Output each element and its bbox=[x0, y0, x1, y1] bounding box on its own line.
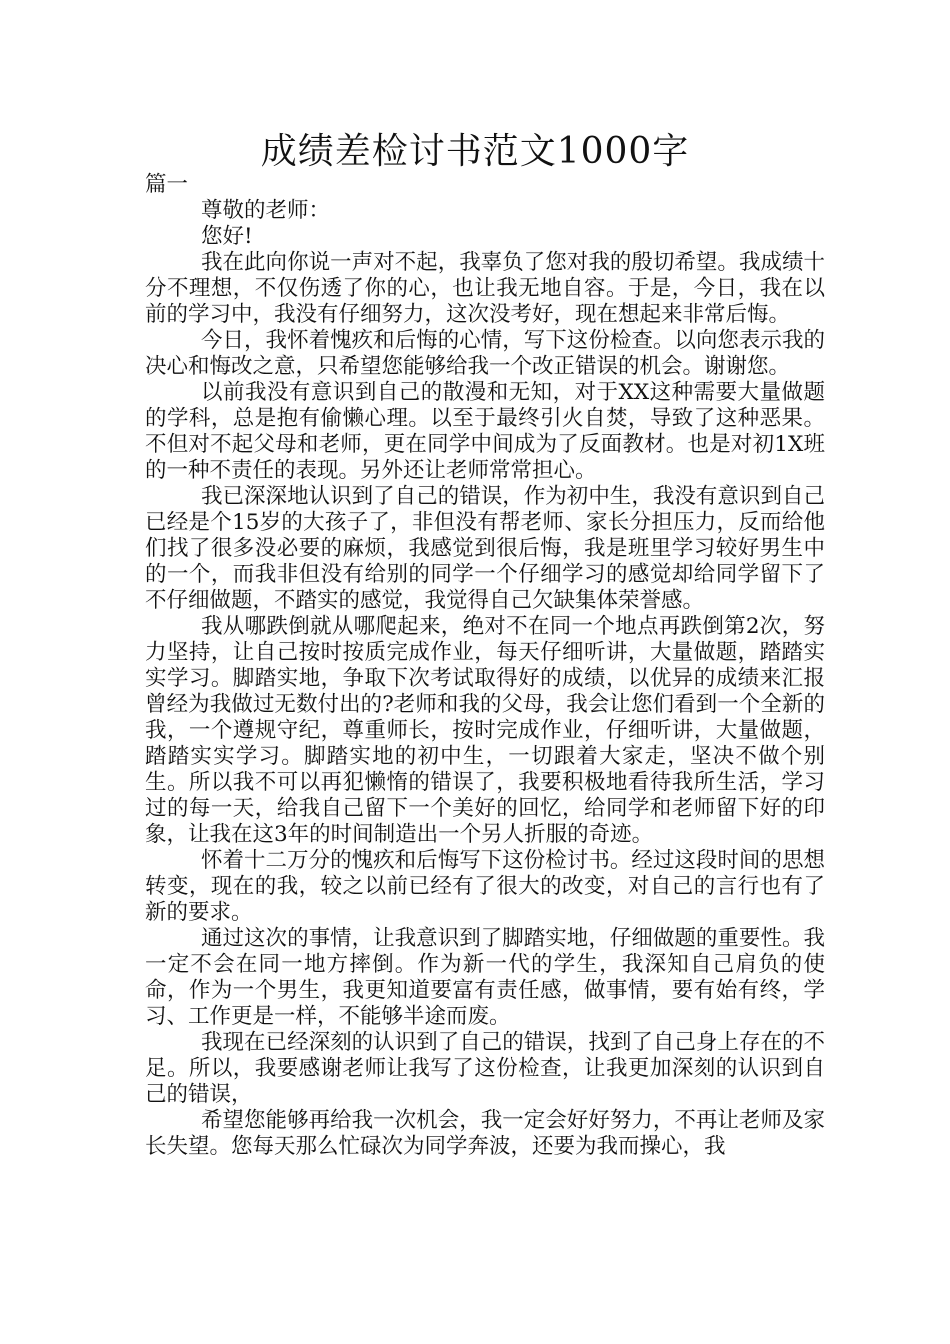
section-label: 篇一 bbox=[145, 172, 189, 197]
greeting: 您好! bbox=[201, 224, 253, 249]
document-body bbox=[145, 172, 825, 1160]
paragraph-3: 以前我没有意识到自己的散漫和无知，对于XX这种需要大量做题的学科，总是抱有偷懒心理。以至于最终引火自焚，导致了这种恶果。不但对不起父母和老师，更在同学中间成为了反面教材。也是对初1X班的一种不责任的表现。另外还让老师常常担心。 bbox=[145, 380, 825, 483]
document-title: 成绩差检讨书范文1000字 bbox=[260, 131, 690, 172]
salutation: 尊敬的老师： bbox=[201, 198, 331, 223]
paragraph-5: 我从哪跌倒就从哪爬起来，绝对不在同一个地点再跌倒第2次，努力坚持，让自己按时按质完成作业，每天仔细听讲，大量做题，踏踏实实学习。脚踏实地，争取下次考试取得好的成绩，以优异的成绩来汇报曾经为我做过无数付出的?老师和我的父母，我会让您们看到一个全新的我，一个遵规守纪，尊重师长，按时完成作业，仔细听讲，大量做题，踏踏实实学习。脚踏实地的初中生，一切跟着大家走，坚决不做个别生。所以我不可以再犯懒惰的错误了，我要积极地看待我所生活，学习过的每一天，给我自己留下一个美好的回忆，给同学和老师留下好的印象，让我在这3年的时间制造出一个另人折服的奇迹。 bbox=[145, 614, 825, 847]
paragraph-4: 我已深深地认识到了自己的错误，作为初中生，我没有意识到自己已经是个15岁的大孩子了，非但没有帮老师、家长分担压力，反而给他们找了很多没必要的麻烦，我感觉到很后悔，我是班里学习较好男生中的一个，而我非但没有给别的同学一个仔细学习的感觉却给同学留下了不仔细做题，不踏实的感觉，我觉得自己欠缺集体荣誉感。 bbox=[145, 484, 825, 613]
paragraph-1: 我在此向你说一声对不起，我辜负了您对我的殷切希望。我成绩十分不理想，不仅伤透了你的心，也让我无地自容。于是，今日，我在以前的学习中，我没有仔细努力，这次没考好，现在想起来非常后悔。 bbox=[145, 250, 825, 327]
paragraph-2: 今日，我怀着愧疚和后悔的心情，写下这份检查。以向您表示我的决心和悔改之意，只希望您能够给我一个改正错误的机会。谢谢您。 bbox=[145, 328, 825, 379]
paragraph-8: 我现在已经深刻的认识到了自己的错误，找到了自己身上存在的不足。所以，我要感谢老师让我写了这份检查，让我更加深刻的认识到自己的错误， bbox=[145, 1030, 825, 1107]
paragraph-7: 通过这次的事情，让我意识到了脚踏实地，仔细做题的重要性。我一定不会在同一地方摔倒。作为新一代的学生，我深知自己肩负的使命，作为一个男生，我更知道要富有责任感，做事情，要有始有终，学习、工作更是一样，不能够半途而废。 bbox=[145, 926, 825, 1029]
paragraph-9: 希望您能够再给我一次机会，我一定会好好努力，不再让老师及家长失望。您每天那么忙碌次为同学奔波，还要为我而操心，我 bbox=[145, 1108, 825, 1159]
paragraph-6: 怀着十二万分的愧疚和后悔写下这份检讨书。经过这段时间的思想转变，现在的我，较之以前已经有了很大的改变，对自己的言行也有了新的要求。 bbox=[145, 848, 825, 925]
